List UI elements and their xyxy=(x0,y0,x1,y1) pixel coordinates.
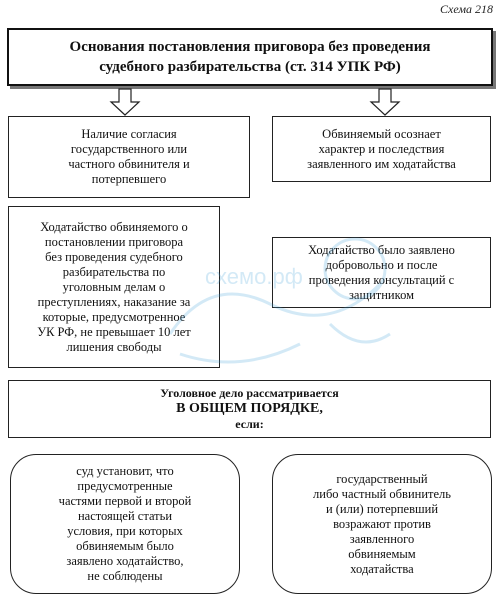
condition-petition-text: Ходатайство обвиняемого о постановлении приговора без проведения судебного разбирательства по уголовным делам о преступлениях, наказание за которые, предусмотренное УК РФ, не превышает 10 лет лишения свободы xyxy=(37,219,191,354)
general-order-line2: В ОБЩЕМ ПОРЯДКЕ, xyxy=(176,401,323,416)
title-box xyxy=(7,28,493,86)
general-order-line3: если: xyxy=(235,417,264,431)
case-objection-text: государственный либо частный обвинитель и (или) потерпевший возражают против заявленного обвиняемым ходатайства xyxy=(313,471,451,576)
general-order-line1: Уголовное дело рассматривается xyxy=(160,386,339,400)
condition-consent-text: Наличие согласия государственного или частного обвинителя и потерпевшего xyxy=(68,127,190,186)
condition-petition-box xyxy=(8,206,220,368)
diagram-title: Основания постановления приговора без проведения судебного разбирательства (ст. 314 УПК РФ) xyxy=(69,39,431,75)
right-down-arrow xyxy=(370,88,400,116)
case-conditions-not-met xyxy=(10,454,240,594)
condition-consent-box xyxy=(8,116,250,198)
condition-awareness-box xyxy=(272,116,491,182)
condition-voluntary-text: Ходатайство было заявлено добровольно и после проведения консультаций с защитником xyxy=(308,242,455,302)
schema-number: Схема 218 xyxy=(439,2,493,16)
watermark-text: схемо.рф xyxy=(205,264,303,289)
general-order-box xyxy=(8,380,491,438)
case-objection xyxy=(272,454,492,594)
condition-voluntary-box xyxy=(272,237,491,308)
condition-awareness-text: Обвиняемый осознает характер и последствия заявленного им ходатайства xyxy=(307,126,456,171)
left-down-arrow xyxy=(110,88,140,116)
case-conditions-not-met-text: суд установит, что предусмотренные частями первой и второй настоящей статьи условия, при которых обвиняемым было заявлено ходатайство, не соблюдены xyxy=(58,464,192,583)
